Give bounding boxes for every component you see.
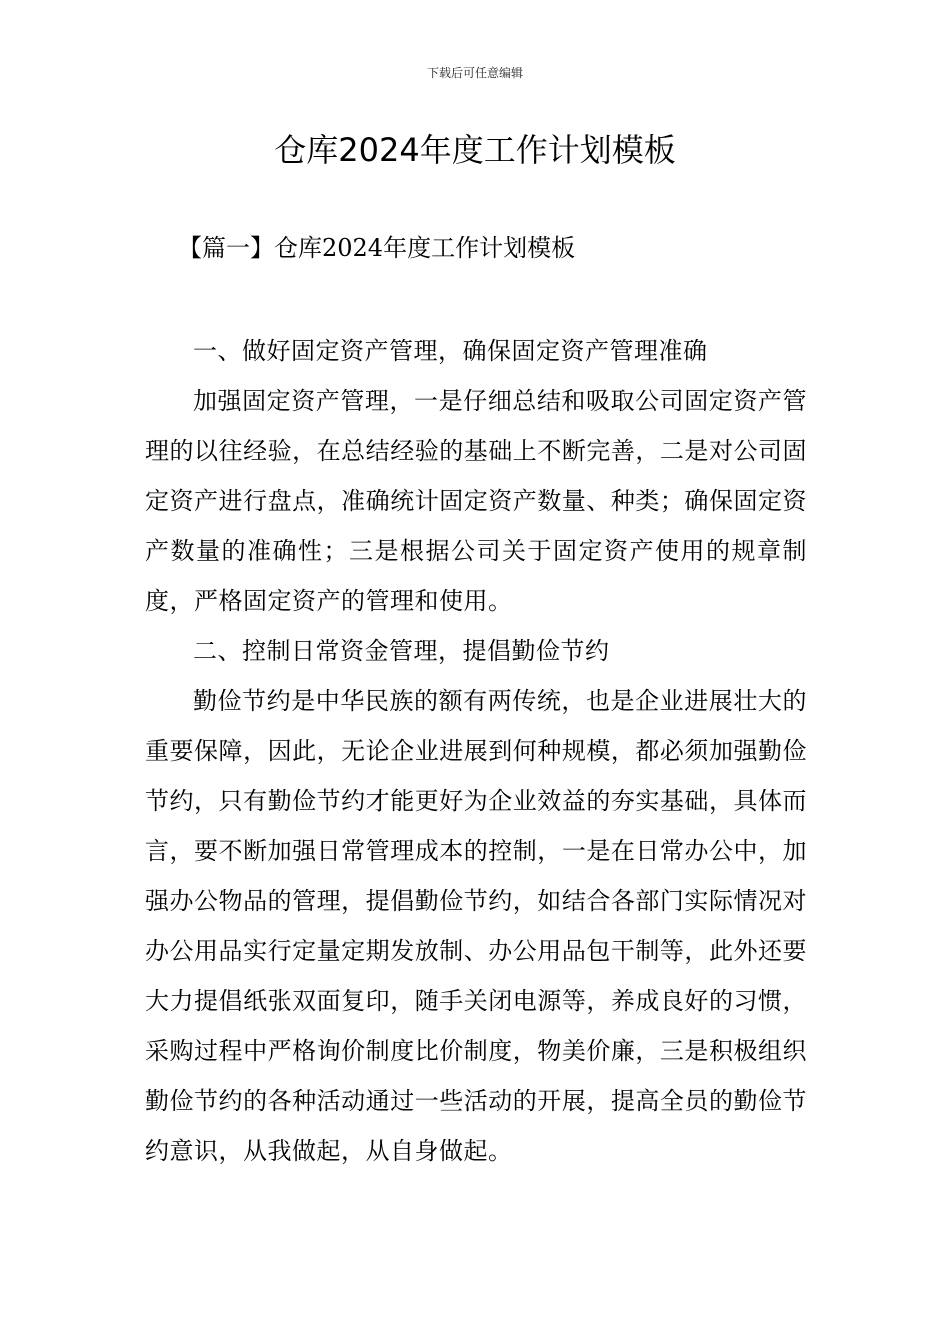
document-title: 仓库2024年度工作计划模板 xyxy=(274,131,676,169)
section-heading-2: 二、控制日常资金管理，提倡勤俭节约 xyxy=(193,637,610,665)
section-heading-1: 一、做好固定资产管理，确保固定资产管理准确 xyxy=(193,337,708,365)
body-paragraph-2: 勤俭节约是中华民族的额有两传统，也是企业进展壮大的重要保障，因此，无论企业进展到何种规模，都必须加强勤俭节约，只有勤俭节约才能更好为企业效益的夯实基础，具体而言，要不断加强日常管理成本的控制，一是在日常办公中，加强办公物品的管理，提倡勤俭节约，如结合各部门实际情况对办公用品实行定量定期发放制、办公用品包干制等，此外还要大力提倡纸张双面复印，随手关闭电源等，养成良好的习惯，采购过程中严格询价制度比价制度，物美价廉，三是积极组织勤俭节约的各种活动通过一些活动的开展，提高全员的勤俭节约意识，从我做起，从自身做起。 xyxy=(145,687,807,1165)
body-paragraph-1: 加强固定资产管理，一是仔细总结和吸取公司固定资产管理的以往经验，在总结经验的基础上不断完善，二是对公司固定资产进行盘点，准确统计固定资产数量、种类；确保固定资产数量的准确性；三是根据公司关于固定资产使用的规章制度，严格固定资产的管理和使用。 xyxy=(145,387,807,615)
header-note: 下载后可任意编辑 xyxy=(426,66,523,80)
document-body xyxy=(145,326,807,1176)
section-subtitle: 【篇一】仓库2024年度工作计划模板 xyxy=(178,234,576,262)
